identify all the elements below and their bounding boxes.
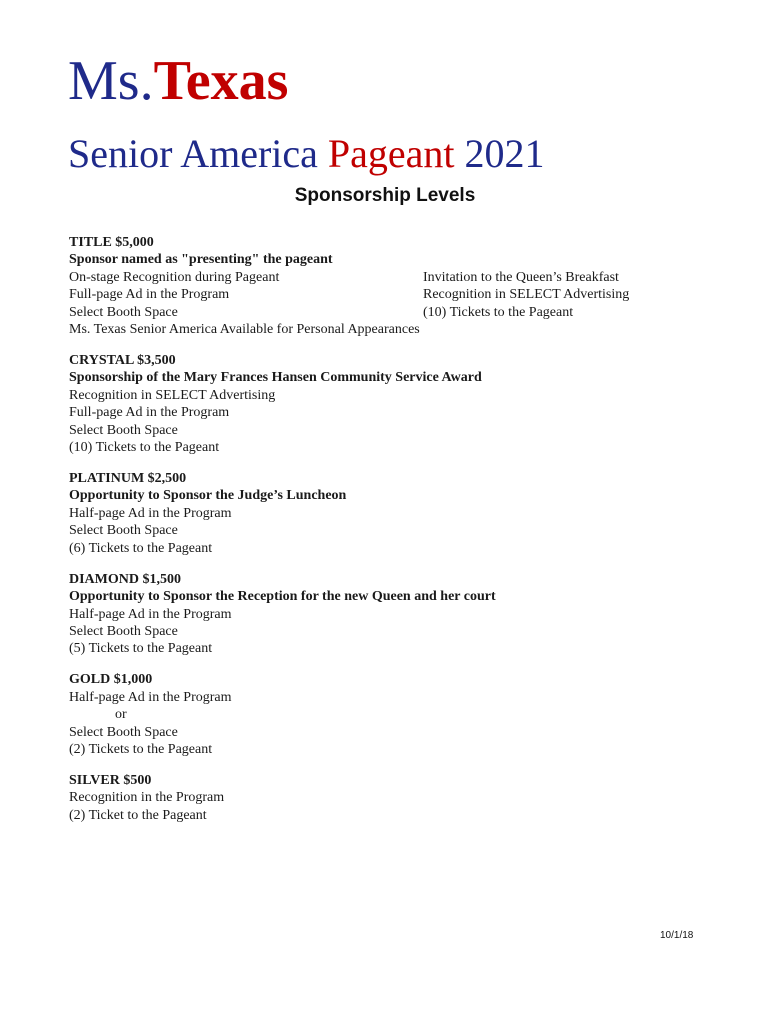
level-name: TITLE $5,000 [69,235,154,250]
level-platinum [69,470,709,557]
title-senior-america: Senior America [68,131,328,176]
benefit-item: Select Booth Space [69,523,178,539]
benefit-item: Select Booth Space [69,304,178,320]
benefit-item: Full-page Ad in the Program [69,287,230,303]
title-ms: Ms. [68,50,154,112]
benefit-item: (2) Tickets to the Pageant [69,741,213,757]
benefit-item: Recognition in SELECT Advertising [423,287,630,303]
benefit-item: (10) Tickets to the Pageant [423,304,574,320]
benefit-item: Select Booth Space [69,724,178,740]
title-texas: Texas [153,50,289,112]
title-senior-america-pageant [68,128,545,180]
level-crystal [69,352,709,456]
level-highlight: Opportunity to Sponsor the Judge’s Luncheon [69,488,347,504]
benefit-item: Half-page Ad in the Program [69,689,232,705]
benefit-item: Select Booth Space [69,623,178,639]
level-highlight: Sponsorship of the Mary Frances Hansen Community Service Award [69,370,482,386]
level-name: DIAMOND $1,500 [69,571,181,587]
benefit-item: Select Booth Space [69,422,178,438]
benefit-or: or [115,707,127,723]
benefit-item: (2) Ticket to the Pageant [69,807,207,823]
title-ms-texas [68,46,288,116]
level-highlight: Opportunity to Sponsor the Reception for the new Queen and her court [69,589,496,605]
benefit-item: Full-page Ad in the Program [69,405,230,421]
level-name: SILVER $500 [69,772,152,788]
level-diamond [69,571,709,658]
title-pageant: Pageant [327,131,455,176]
level-name: CRYSTAL $3,500 [69,353,176,369]
level-silver [69,772,709,824]
benefit-item: On-stage Recognition during Pageant [69,269,280,285]
benefit-item: Invitation to the Queen’s Breakfast [423,269,619,285]
level-title [69,234,709,338]
level-gold [69,671,709,758]
benefit-item: (10) Tickets to the Pageant [69,440,220,456]
section-heading: Sponsorship Levels [294,185,476,206]
benefit-item: Recognition in SELECT Advertising [69,387,276,403]
benefit-item: (5) Tickets to the Pageant [69,641,213,657]
footer-date: 10/1/18 [660,930,694,941]
benefit-item: Half-page Ad in the Program [69,505,232,521]
level-name: GOLD $1,000 [69,672,153,688]
level-name: PLATINUM $2,500 [69,471,187,487]
sponsorship-levels [69,234,709,824]
benefit-row [69,269,709,286]
level-highlight: Sponsor named as "presenting" the pageant [69,252,333,268]
benefit-item: (6) Tickets to the Pageant [69,540,213,556]
benefit-item: Half-page Ad in the Program [69,606,232,622]
benefit-row [69,304,709,321]
benefit-row [69,286,709,303]
title-year: 2021 [454,131,545,176]
benefit-item: Ms. Texas Senior America Available for Personal Appearances [69,322,420,338]
benefit-item: Recognition in the Program [69,790,225,806]
